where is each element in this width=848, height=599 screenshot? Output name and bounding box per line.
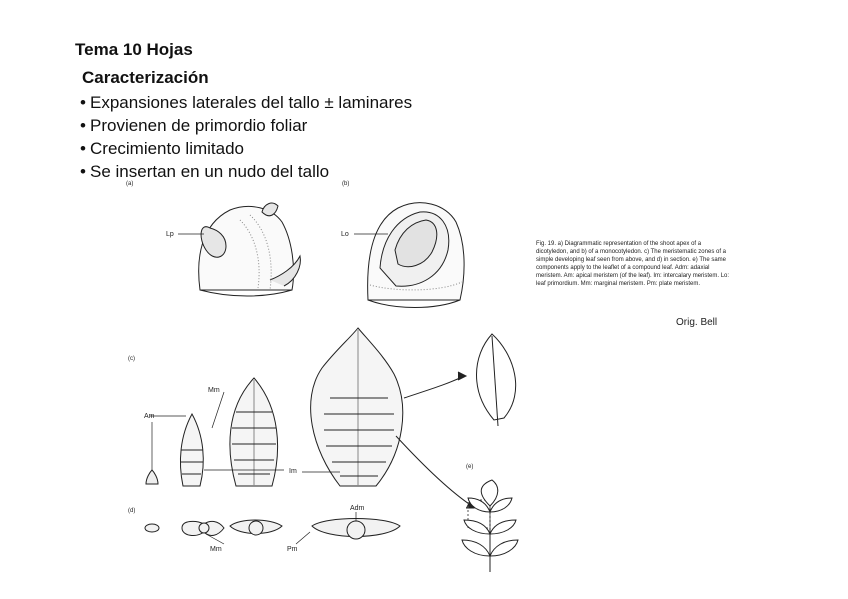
slide-title: Tema 10 Hojas [75, 40, 193, 59]
label-mm-bottom: Mm [210, 546, 222, 553]
monocot-shoot-apex-drawing [368, 203, 464, 308]
dicot-shoot-apex-drawing [199, 203, 301, 296]
slide-subtitle: Caracterización [82, 68, 209, 87]
bullet-text: Provienen de primordio foliar [90, 116, 308, 135]
label-pm: Pm [287, 546, 298, 553]
label-mm-top: Mm [208, 387, 220, 394]
figure-caption: Fig. 19. a) Diagrammatic representation of the shoot apex of a dicotyledon, and b) of a monocotyledon. c) The meristematic zones of a simple developing leaf seen from above, and d) in section. e) The same components apply to the leaflet of a compound leaf. Adm: adaxial meristem. Am: apical meristem (of the leaf). Im: intercalary meristem. Lo: leaf primordium. Mm: marginal meristem. Pm: plate meristem. [536, 241, 730, 287]
panel-label-b: (b) [342, 181, 350, 187]
bullet-text: Se insertan en un nudo del tallo [90, 162, 330, 181]
label-am: Am [144, 413, 155, 420]
bullet-text: Expansiones laterales del tallo ± laminares [90, 93, 413, 112]
panel-label-c: (c) [128, 356, 135, 362]
developing-leaf-stages [146, 328, 516, 508]
panel-label-e: (e) [466, 464, 474, 470]
bullet-item: • Provienen de primordio foliar [80, 116, 308, 135]
panel-label-a: (a) [126, 181, 134, 187]
bullet-item: • Crecimiento limitado [80, 139, 244, 158]
label-lo: Lo [341, 231, 349, 238]
bullet-text: Crecimiento limitado [90, 139, 244, 158]
bullet-item: • Se insertan en un nudo del tallo [80, 162, 330, 181]
compound-leaf-drawing [462, 480, 518, 572]
panel-label-d: (d) [128, 508, 136, 514]
bullet-item: • Expansiones laterales del tallo ± laminares [80, 93, 413, 112]
label-im: Im [289, 468, 297, 475]
leaf-cross-sections [145, 519, 400, 540]
label-lp: Lp [166, 231, 174, 238]
figure-credit: Orig. Bell [676, 317, 718, 328]
label-adm: Adm [350, 505, 365, 512]
